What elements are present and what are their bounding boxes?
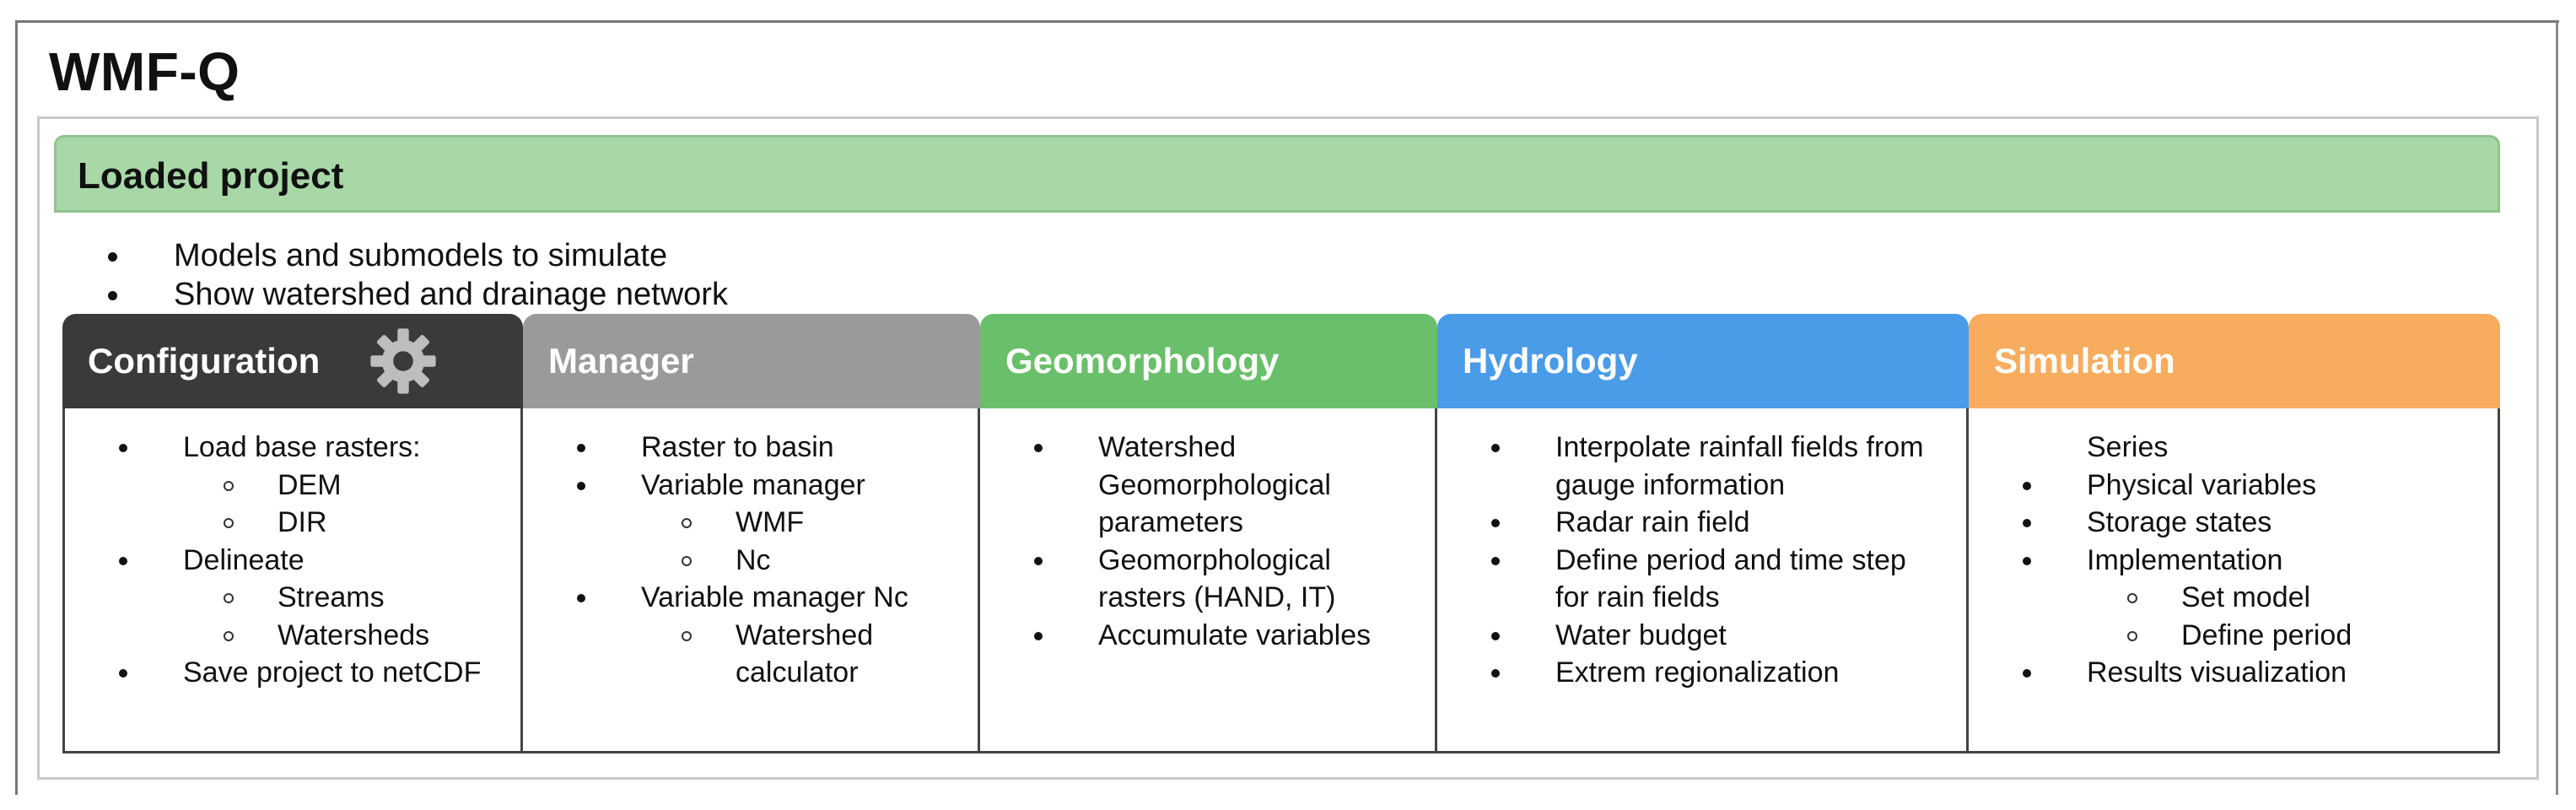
- list-item: Geomorphological: [980, 542, 1421, 580]
- column-header-simulation[interactable]: [1969, 314, 2500, 408]
- sub-item: WMF: [523, 504, 964, 542]
- sub-item: DIR: [65, 504, 507, 542]
- item-list: [1969, 429, 2484, 692]
- column-title: Geomorphology: [1005, 341, 1280, 381]
- gear-icon: [364, 326, 442, 397]
- column-manager: [523, 314, 980, 751]
- sub-item: Streams: [65, 579, 507, 617]
- sub-item: Set model: [1969, 579, 2484, 617]
- column-body: [523, 408, 980, 751]
- list-item: Physical variables: [1969, 467, 2484, 505]
- column-body: [1437, 408, 1969, 751]
- project-bullet: Show watershed and drainage network: [101, 275, 728, 314]
- list-item: Raster to basin: [523, 429, 964, 467]
- column-configuration: [62, 314, 523, 751]
- column-title: Configuration: [88, 341, 321, 381]
- list-item: Implementation: [1969, 542, 2484, 580]
- sub-item: Watershed: [523, 617, 964, 655]
- outer-frame-edge: [2556, 22, 2558, 795]
- list-item: Geomorphological: [1098, 468, 1331, 501]
- column-title: Simulation: [1994, 341, 2175, 381]
- column-geomorphology: [980, 314, 1437, 751]
- list-item: Variable manager: [523, 467, 964, 505]
- sub-item: Define period: [1969, 617, 2484, 655]
- list-item: Load base rasters:: [65, 429, 507, 467]
- project-bullet: Models and submodels to simulate: [101, 236, 728, 275]
- list-item: Series: [2087, 431, 2169, 463]
- column-header-configuration[interactable]: [62, 314, 523, 408]
- column-header-hydrology[interactable]: [1437, 314, 1969, 408]
- item-list: [1437, 429, 1953, 692]
- item-list: [980, 429, 1421, 654]
- list-item: Delineate: [65, 542, 507, 580]
- project-header-bar: [54, 135, 2500, 213]
- list-item: rasters (HAND, IT): [1098, 581, 1336, 613]
- list-item: Storage states: [1969, 504, 2484, 542]
- list-item: Water budget: [1437, 617, 1953, 655]
- column-body: [1969, 408, 2500, 751]
- app-title: WMF-Q: [49, 41, 240, 102]
- column-body: [62, 408, 523, 751]
- column-hydrology: [1437, 314, 1969, 751]
- list-item: Accumulate variables: [980, 617, 1421, 655]
- column-header-manager[interactable]: [523, 314, 980, 408]
- list-item: Define period and time step: [1437, 542, 1953, 580]
- project-title: Loaded project: [78, 155, 344, 197]
- column-title: Hydrology: [1463, 341, 1638, 381]
- list-item: Interpolate rainfall fields from: [1437, 429, 1953, 467]
- list-item: for rain fields: [1555, 581, 1720, 613]
- list-item: calculator: [736, 656, 859, 688]
- column-simulation: [1969, 314, 2500, 751]
- list-item: Watershed: [980, 429, 1421, 467]
- column-header-geomorphology[interactable]: [980, 314, 1437, 408]
- sub-item: DEM: [65, 467, 507, 505]
- list-item: Variable manager Nc: [523, 579, 964, 617]
- list-item: Radar rain field: [1437, 504, 1953, 542]
- sub-item: Watersheds: [65, 617, 507, 655]
- module-columns: [62, 314, 2500, 753]
- item-list: [65, 429, 507, 692]
- list-item: Results visualization: [1969, 654, 2484, 692]
- list-item: parameters: [1098, 506, 1243, 538]
- sub-item: Nc: [523, 542, 964, 580]
- project-bullets: [101, 236, 728, 314]
- list-item: gauge information: [1555, 468, 1786, 501]
- list-item: Extrem regionalization: [1437, 654, 1953, 692]
- column-body: [980, 408, 1437, 751]
- column-title: Manager: [548, 341, 694, 381]
- item-list: [523, 429, 964, 692]
- list-item: Save project to netCDF: [65, 654, 507, 692]
